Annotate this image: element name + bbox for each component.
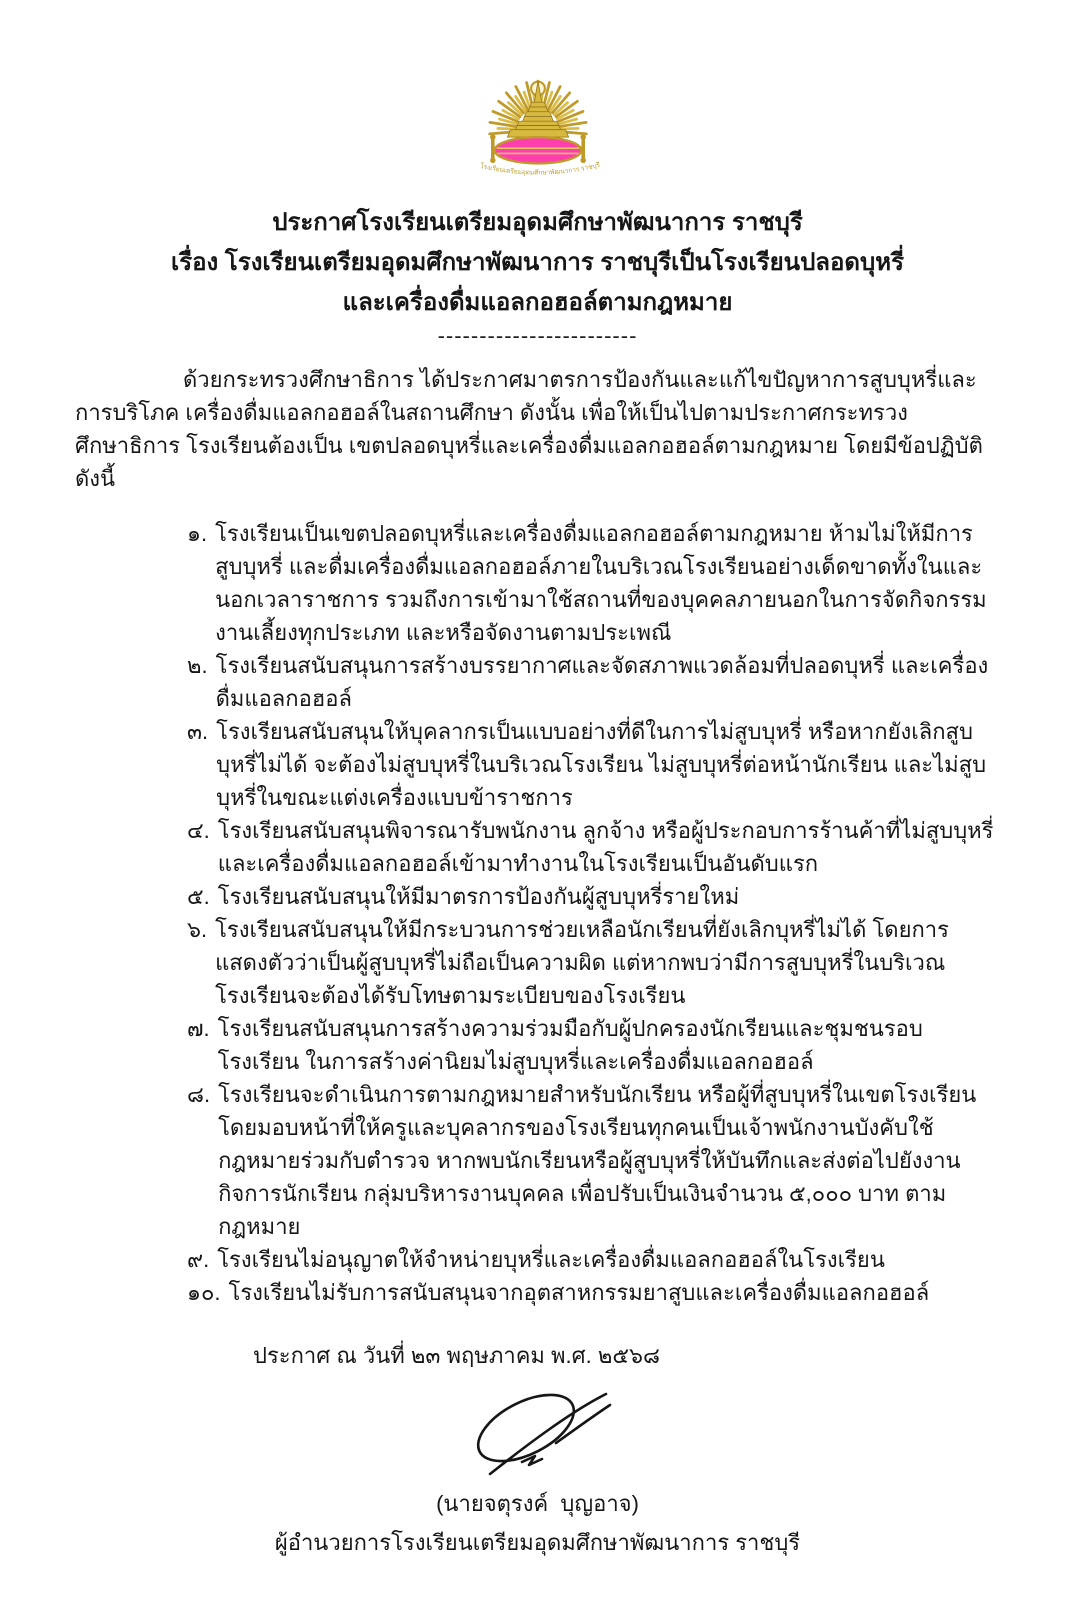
list-item xyxy=(187,1243,1000,1276)
school-emblem xyxy=(75,60,1000,197)
signature-icon xyxy=(438,1386,638,1478)
item-text: โรงเรียนสนับสนุนการสร้างบรรยากาศและจัดสภาพแวดล้อมที่ปลอดบุหรี่ และเครื่องดื่มแอลกอฮอล์ xyxy=(215,653,989,711)
list-item xyxy=(187,1078,1000,1243)
list-item xyxy=(187,649,1000,715)
item-number: ๕. xyxy=(187,884,210,909)
item-text: โรงเรียนสนับสนุนการสร้างความร่วมมือกับผู้ปกครองนักเรียนและชุมชนรอบโรงเรียน ในการสร้างค่านิยมไม่สูบบุหรี่และเครื่องดื่มแอลกอฮอล์ xyxy=(217,1016,923,1074)
item-text: โรงเรียนไม่อนุญาตให้จำหน่ายบุหรี่และเครื่องดื่มแอลกอฮอล์ในโรงเรียน xyxy=(217,1247,885,1272)
list-item xyxy=(187,880,1000,913)
item-text: โรงเรียนสนับสนุนให้บุคลากรเป็นแบบอย่างที่ดีในการไม่สูบบุหรี่ หรือหากยังเลิกสูบบุหรี่ไม่ได้ จะต้องไม่สูบบุหรี่ในบริเวณโรงเรียน ไม่สูบบุหรี่ต่อหน้านักเรียน และไม่สูบบุหรี่ในขณะแต่งเครื่องแบบข้าราชการ xyxy=(216,719,987,810)
list-item xyxy=(187,715,1000,814)
item-number: ๗. xyxy=(187,1016,210,1041)
signer-title: ผู้อำนวยการโรงเรียนเตรียมอุดมศึกษาพัฒนาการ ราชบุรี xyxy=(274,1530,801,1555)
announcement-date: ประกาศ ณ วันที่ ๒๓ พฤษภาคม พ.ศ. ๒๕๖๘ xyxy=(253,1343,660,1368)
rules-list xyxy=(75,517,1000,1309)
school-emblem-icon xyxy=(448,60,628,192)
item-text: โรงเรียนสนับสนุนให้มีกระบวนการช่วยเหลือนักเรียนที่ยังเลิกบุหรี่ไม่ได้ โดยการแสดงตัวว่าเป็นผู้สูบบุหรี่ไม่ถือเป็นความผิด แต่หากพบว่ามีการสูบบุหรี่ในบริเวณโรงเรียนจะต้องได้รับโทษตามระเบียบของโรงเรียน xyxy=(215,917,949,1008)
dashed-separator: ------------------------ xyxy=(437,323,638,348)
item-number: ๓. xyxy=(187,719,209,744)
item-text: โรงเรียนสนับสนุนให้มีมาตรการป้องกันผู้สูบบุหรี่รายใหม่ xyxy=(217,884,740,909)
emblem-cushion xyxy=(490,134,586,163)
emblem-caption: โรงเรียนเตรียมอุดมศึกษาพัฒนาการ ราชบุรี xyxy=(478,161,601,177)
item-number: ๔. xyxy=(187,818,210,843)
intro-paragraph: ด้วยกระทรวงศึกษาธิการ ได้ประกาศมาตรการป้องกันและแก้ไขปัญหาการสูบบุหรี่และการบริโภค เครื่องดื่มแอลกอฮอล์ในสถานศึกษา ดังนั้น เพื่อให้เป็นไปตามประกาศกระทรวงศึกษาธิการ โรงเรียนต้องเป็น เขตปลอดบุหรี่และเครื่องดื่มแอลกอฮอล์ตามกฎหมาย โดยมีข้อปฏิบัติ ดังนี้ xyxy=(75,367,983,491)
signature-block xyxy=(75,1386,1000,1483)
list-item xyxy=(187,517,1000,649)
list-item xyxy=(187,913,1000,1012)
title-line-3: และเครื่องดื่มแอลกอฮอล์ตามกฎหมาย xyxy=(342,289,733,316)
list-item xyxy=(187,1276,1000,1309)
item-text: โรงเรียนไม่รับการสนับสนุนจากอุตสาหกรรมยาสูบและเครื่องดื่มแอลกอฮอล์ xyxy=(228,1280,930,1305)
signer-name: (นายจตุรงค์ บุญอาจ) xyxy=(436,1491,639,1516)
item-text: โรงเรียนจะดำเนินการตามกฎหมายสำหรับนักเรียน หรือผู้ที่สูบบุหรี่ในเขตโรงเรียน โดยมอบหน้าที่ให้ครูและบุคลากรของโรงเรียนทุกคนเป็นเจ้าพนักงานบังคับใช้กฎหมายร่วมกับตำรวจ หากพบนักเรียนหรือผู้สูบบุหรี่ให้บันทึกและส่งต่อไปยังงานกิจการนักเรียน กลุ่มบริหารงานบุคคล เพื่อปรับเป็นเงินจำนวน ๕,๐๐๐ บาท ตามกฎหมาย xyxy=(218,1082,977,1239)
item-number: ๑. xyxy=(187,521,208,546)
list-item xyxy=(187,1012,1000,1078)
item-number: ๙. xyxy=(187,1247,210,1272)
title-line-1: ประกาศโรงเรียนเตรียมอุดมศึกษาพัฒนาการ ราชบุรี xyxy=(272,209,803,236)
item-text: โรงเรียนเป็นเขตปลอดบุหรี่และเครื่องดื่มแอลกอฮอล์ตามกฎหมาย ห้ามไม่ให้มีการสูบบุหรี่ และดื่มเครื่องดื่มแอลกอฮอล์ภายในบริเวณโรงเรียนอย่างเด็ดขาดทั้งในและนอกเวลาราชการ รวมถึงการเข้ามาใช้สถานที่ของบุคคลภายนอกในการจัดกิจกรรมงานเลี้ยงทุกประเภท และหรือจัดงานตามประเพณี xyxy=(215,521,987,645)
announcement-title xyxy=(75,203,1000,323)
item-number: ๖. xyxy=(187,917,208,942)
item-number: ๑๐. xyxy=(187,1280,221,1305)
item-number: ๒. xyxy=(187,653,208,678)
title-line-2: เรื่อง โรงเรียนเตรียมอุดมศึกษาพัฒนาการ ราชบุรีเป็นโรงเรียนปลอดบุหรี่ xyxy=(171,249,904,276)
item-text: โรงเรียนสนับสนุนพิจารณารับพนักงาน ลูกจ้าง หรือผู้ประกอบการร้านค้าที่ไม่สูบบุหรี่ และเครื่องดื่มแอลกอฮอล์เข้ามาทำงานในโรงเรียนเป็นอันดับแรก xyxy=(217,818,994,876)
item-number: ๘. xyxy=(187,1082,211,1107)
list-item xyxy=(187,814,1000,880)
